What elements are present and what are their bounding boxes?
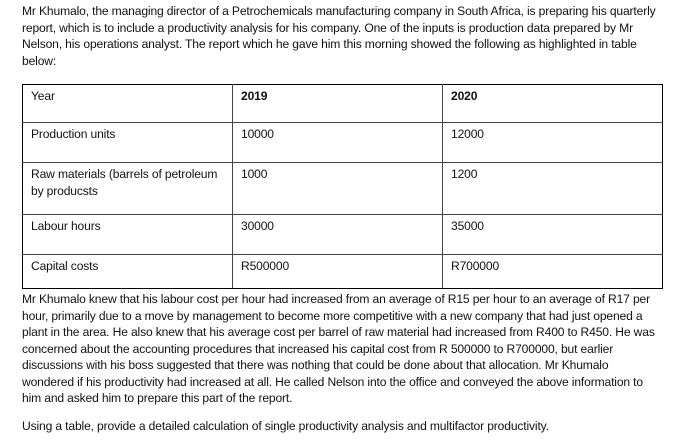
row-label: Production units — [23, 123, 233, 163]
body-paragraph: Mr Khumalo knew that his labour cost per hour had increased from an average of R15 per hour to an average of R17 per hour, primarily due to a move by management to become more competitive with a new company that had just opened a plant in the area. He also knew that his average cost per barrel of raw material had increased from R400 to R450. He was concerned about the accounting procedures that increased his capital cost from R 500000 to R700000, but earlier discussions with his boss suggested that there was nothing that could be done about that allocation. Mr Khumalo wondered if his productivity had increased at all. He called Nelson into the office and conveyed the above information to him and asked him to prepare this part of the report. — [22, 292, 655, 405]
value-2020: 12000 — [443, 123, 663, 163]
value-2019: R500000 — [233, 255, 443, 289]
value-2020: 35000 — [443, 215, 663, 255]
table-row — [23, 163, 663, 215]
header-year: Year — [23, 85, 233, 123]
question-paragraph: Using a table, provide a detailed calculation of single productivity analysis and multifactor productivity. — [22, 419, 549, 433]
header-2019: 2019 — [233, 85, 443, 123]
intro-paragraph: Mr Khumalo, the managing director of a Petrochemicals manufacturing company in South Africa, is preparing his quarterly report, which is to include a productivity analysis for his company. One of the inputs is production data prepared by Mr Nelson, his operations analyst. The report which he gave him this morning showed the following as highlighted in table below: — [22, 4, 656, 68]
header-2020: 2020 — [443, 85, 663, 123]
table-header-row — [23, 85, 663, 123]
value-2019: 1000 — [233, 163, 443, 215]
value-2020: R700000 — [443, 255, 663, 289]
table-row — [23, 255, 663, 289]
production-data-table — [22, 84, 663, 289]
table-row — [23, 215, 663, 255]
row-label: Capital costs — [23, 255, 233, 289]
value-2019: 10000 — [233, 123, 443, 163]
row-label: Raw materials (barrels of petroleum by producsts — [23, 163, 233, 215]
row-label: Labour hours — [23, 215, 233, 255]
value-2020: 1200 — [443, 163, 663, 215]
value-2019: 30000 — [233, 215, 443, 255]
table-row — [23, 123, 663, 163]
